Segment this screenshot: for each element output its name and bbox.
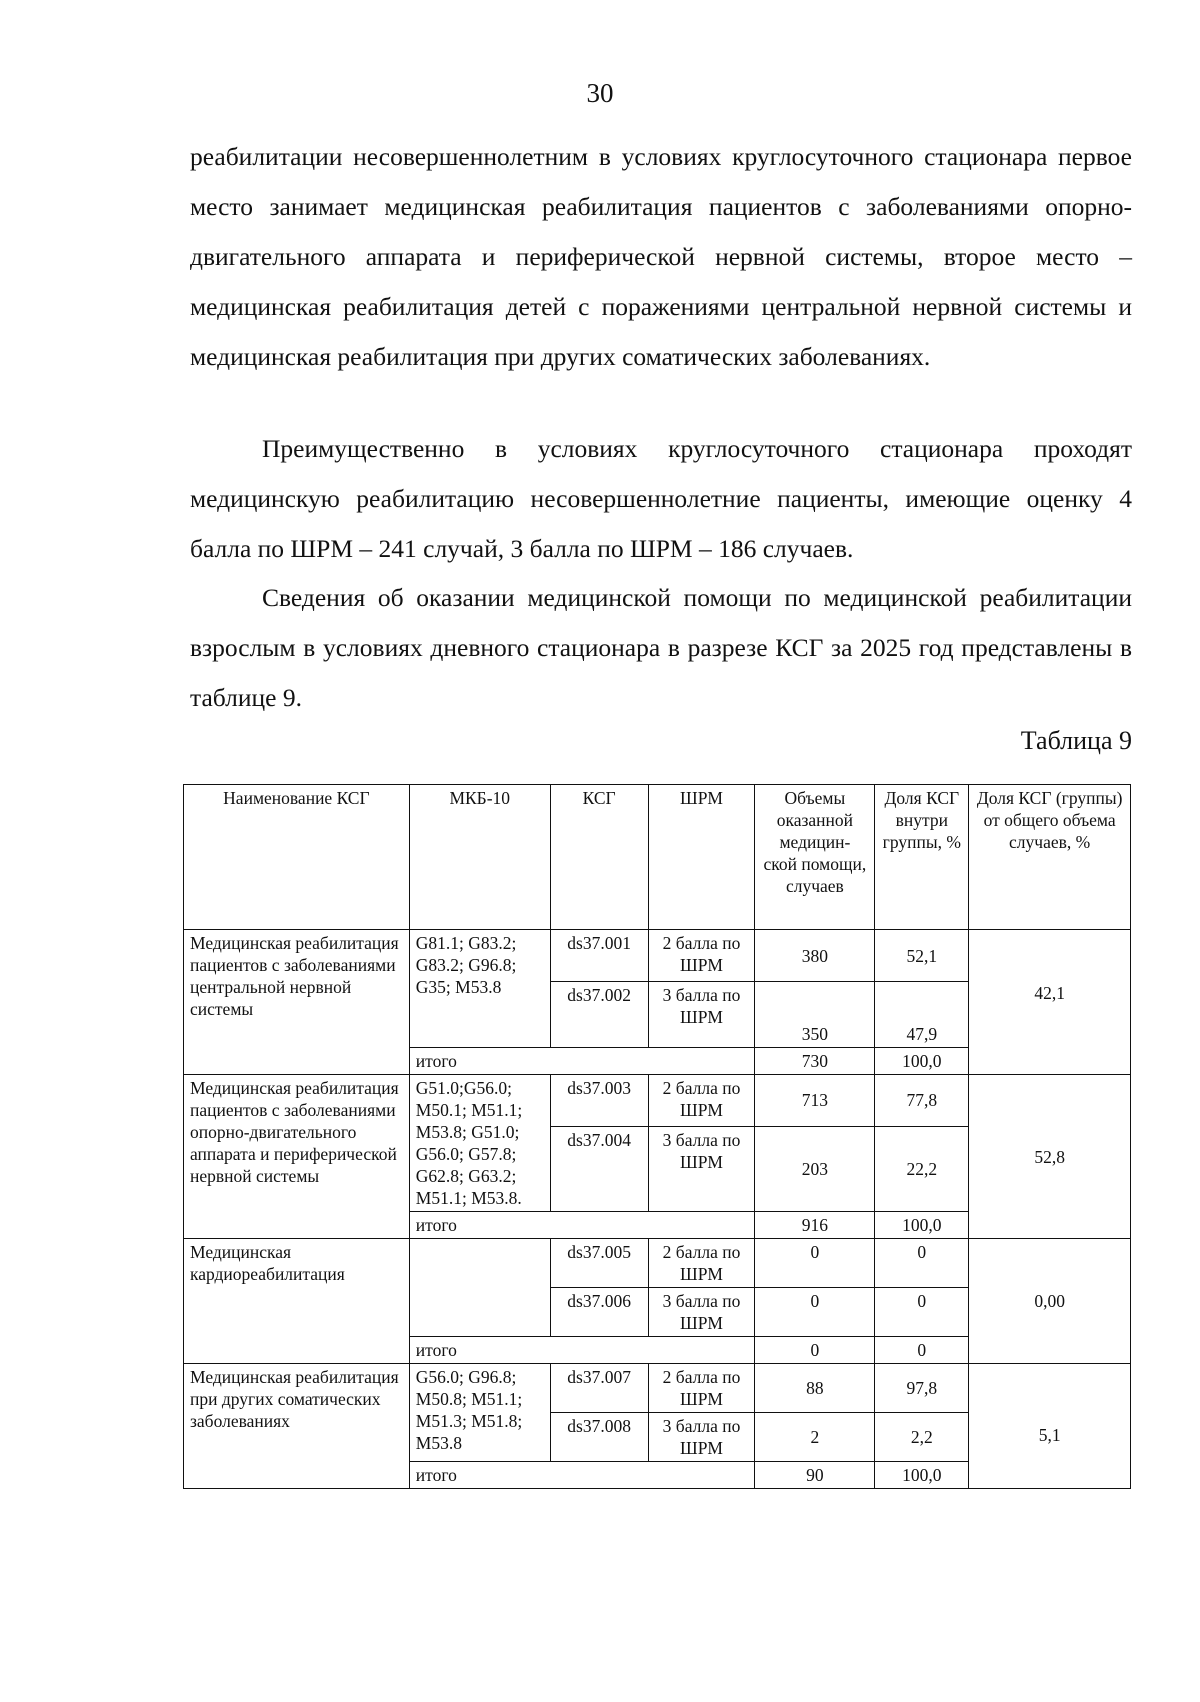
group-mkb: G56.0; G96.8; M50.8; M51.1; M51.3; M51.8; M53.8 [409,1364,550,1462]
volume-value: 380 [755,930,875,982]
group-name: Медицинская кардиореабилитация [184,1239,410,1364]
shrm-score: 2 балла по ШРМ [648,1239,755,1288]
total-volume: 730 [755,1048,875,1075]
share-value: 0 [875,1239,969,1288]
paragraph-1: реабилитации несовершеннолетним в условиях круглосуточного стационара первое место занимает медицинская реабилитация пациентов с заболеваниями опорно-двигательного аппарата и периферической нервной системы, второе место – медицинская реабилитация детей с поражениями центральной нервной системы и медицинская реабилитация при других соматических заболеваниях. [190,142,1132,371]
group-share-total: 42,1 [969,930,1131,1075]
page-number: 30 [586,78,614,108]
table-row [184,1239,1131,1288]
volume-value: 2 [755,1413,875,1462]
header-share-total: Доля КСГ (группы) от общего объема случаев, % [969,785,1131,930]
total-label: итого [409,1462,755,1489]
table-row [184,1364,1131,1413]
share-value: 2,2 [875,1413,969,1462]
header-mkb: МКБ-10 [409,785,550,930]
group-share-total: 52,8 [969,1075,1131,1239]
group-name: Медицинская реабилитация при других соматических заболеваниях [184,1364,410,1489]
ksg-code: ds37.004 [550,1126,648,1211]
volume-value: 203 [755,1126,875,1211]
ksg-code: ds37.007 [550,1364,648,1413]
ksg-code: ds37.008 [550,1413,648,1462]
header-name: Наименование КСГ [184,785,410,930]
total-share: 0 [875,1337,969,1364]
header-ksg: КСГ [550,785,648,930]
share-value: 97,8 [875,1364,969,1413]
group-mkb [409,1239,550,1337]
paragraph-3: Сведения об оказании медицинской помощи по медицинской реабилитации взрослым в условиях дневного стационара в разрезе КСГ за 2025 год представлены в таблице 9. [190,583,1132,712]
total-label: итого [409,1212,755,1239]
volume-value: 713 [755,1075,875,1127]
group-mkb: G81.1; G83.2; G83.2; G96.8; G35; M53.8 [409,930,550,1048]
shrm-score: 2 балла по ШРМ [648,1075,755,1127]
header-shrm: ШРМ [648,785,755,930]
header-share-in-group: Доля КСГ внутри группы, % [875,785,969,930]
share-value: 22,2 [875,1126,969,1211]
ksg-code: ds37.006 [550,1288,648,1337]
ksg-code: ds37.005 [550,1239,648,1288]
total-volume: 0 [755,1337,875,1364]
group-mkb: G51.0;G56.0; M50.1; M51.1; M53.8; G51.0; G56.0; G57.8; G62.8; G63.2; M51.1; M53.8. [409,1075,550,1212]
table-row [184,1075,1131,1127]
group-share-total: 5,1 [969,1364,1131,1489]
share-value: 0 [875,1288,969,1337]
shrm-score: 3 балла по ШРМ [648,982,755,1048]
table-row [184,930,1131,982]
share-value: 52,1 [875,930,969,982]
group-share-total: 0,00 [969,1239,1131,1364]
ksg-table [183,784,1131,1489]
shrm-score: 2 балла по ШРМ [648,930,755,982]
total-label: итого [409,1337,755,1364]
volume-value: 0 [755,1288,875,1337]
volume-value: 350 [755,982,875,1048]
ksg-code: ds37.002 [550,982,648,1048]
volume-value: 88 [755,1364,875,1413]
group-name: Медицинская реабилитация пациентов с заболеваниями центральной нервной системы [184,930,410,1075]
total-share: 100,0 [875,1462,969,1489]
total-label: итого [409,1048,755,1075]
shrm-score: 3 балла по ШРМ [648,1413,755,1462]
volume-value: 0 [755,1239,875,1288]
ksg-code: ds37.003 [550,1075,648,1127]
total-volume: 916 [755,1212,875,1239]
total-share: 100,0 [875,1048,969,1075]
paragraph-2: Преимущественно в условиях круглосуточного стационара проходят медицинскую реабилитацию несовершеннолетние пациенты, имеющие оценку 4 балла по ШРМ – 241 случай, 3 балла по ШРМ – 186 случаев. [190,434,1132,563]
share-value: 47,9 [875,982,969,1048]
ksg-code: ds37.001 [550,930,648,982]
total-share: 100,0 [875,1212,969,1239]
shrm-score: 3 балла по ШРМ [648,1126,755,1211]
group-name: Медицинская реабилитация пациентов с заболеваниями опорно-двигательного аппарата и периферической нервной системы [184,1075,410,1239]
header-volume: Объемы оказанной медицин- ской помощи, случаев [755,785,875,930]
share-value: 77,8 [875,1075,969,1127]
total-volume: 90 [755,1462,875,1489]
shrm-score: 3 балла по ШРМ [648,1288,755,1337]
table-header-row [184,785,1131,930]
table-caption: Таблица 9 [1020,726,1132,755]
shrm-score: 2 балла по ШРМ [648,1364,755,1413]
